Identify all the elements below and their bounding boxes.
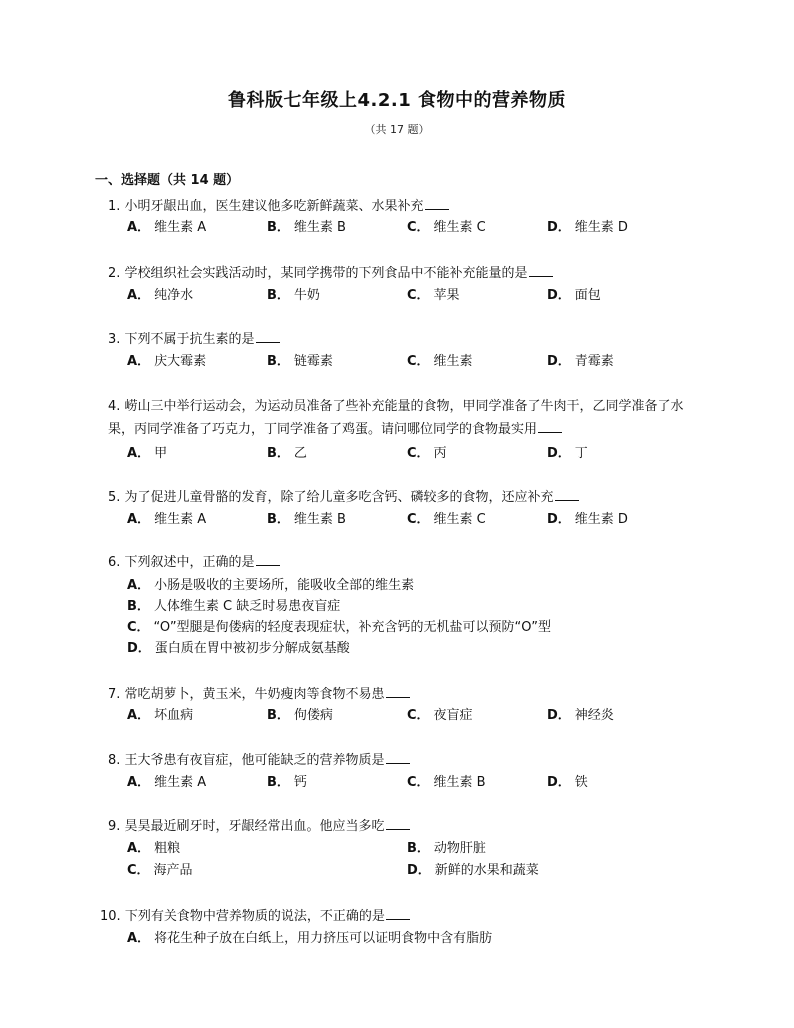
option-a[interactable]: A． 将花生种子放在白纸上，用力挤压可以证明食物中含有脂肪 — [127, 931, 493, 946]
section-heading: 一、选择题（共 14 题） — [95, 173, 240, 188]
option-c[interactable]: C． “O”型腿是佝偻病的轻度表现症状，补充含钙的无机盐可以预防“O”型 — [127, 620, 552, 635]
answer-blank[interactable] — [256, 551, 280, 566]
answer-blank[interactable] — [529, 262, 553, 277]
option-b[interactable]: B． 佝偻病 — [267, 708, 333, 723]
answer-blank[interactable] — [256, 328, 280, 343]
answer-blank[interactable] — [386, 683, 410, 698]
option-d[interactable]: D． 维生素 D — [547, 512, 628, 527]
option-c[interactable]: C． 维生素 B — [407, 775, 486, 790]
answer-blank[interactable] — [386, 749, 410, 764]
option-c[interactable]: C． 维生素 — [407, 354, 473, 369]
option-c[interactable]: C． 丙 — [407, 446, 447, 461]
option-b[interactable]: B． 维生素 B — [267, 512, 346, 527]
question-stem: 7. 常吃胡萝卜，黄玉米，牛奶瘦肉等食物不易患 — [108, 683, 718, 706]
answer-blank[interactable] — [386, 905, 410, 920]
option-a[interactable]: A． 坏血病 — [127, 708, 194, 723]
question-stem: 10. 下列有关食物中营养物质的说法，不正确的是 — [100, 905, 710, 928]
question-stem: 9. 昊昊最近刷牙时，牙龈经常出血。他应当多吃 — [108, 815, 718, 838]
answer-blank[interactable] — [386, 815, 410, 830]
option-b[interactable]: B． 乙 — [267, 446, 307, 461]
option-c[interactable]: C． 海产品 — [127, 863, 193, 878]
option-a[interactable]: A． 纯净水 — [127, 288, 194, 303]
question-stem: 4. 崂山三中举行运动会，为运动员准备了些补充能量的食物，甲同学准备了牛肉干，乙同学准备了水果，丙同学准备了巧克力，丁同学准备了鸡蛋。请问哪位同学的食物最实用 — [108, 399, 684, 437]
option-c[interactable]: C． 维生素 C — [407, 220, 486, 235]
question-stem: 1. 小明牙龈出血，医生建议他多吃新鲜蔬菜、水果补充 — [108, 195, 718, 218]
option-a[interactable]: A． 甲 — [127, 446, 168, 461]
option-d[interactable]: D． 丁 — [547, 446, 588, 461]
question-stem: 6. 下列叙述中，正确的是 — [108, 551, 718, 574]
option-b[interactable]: B． 链霉素 — [267, 354, 333, 369]
answer-blank[interactable] — [425, 195, 449, 210]
option-d[interactable]: D． 青霉素 — [547, 354, 614, 369]
question-stem: 5. 为了促进儿童骨骼的发育，除了给儿童多吃含钙、磷较多的食物，还应补充 — [108, 486, 718, 509]
option-b[interactable]: B． 动物肝脏 — [407, 841, 486, 856]
option-a[interactable]: A． 维生素 A — [127, 220, 207, 235]
option-a[interactable]: A． 庆大霉素 — [127, 354, 207, 369]
option-c[interactable]: C． 苹果 — [407, 288, 460, 303]
option-d[interactable]: D． 铁 — [547, 775, 588, 790]
option-d[interactable]: D． 蛋白质在胃中被初步分解成氨基酸 — [127, 641, 350, 656]
option-c[interactable]: C． 维生素 C — [407, 512, 486, 527]
option-b[interactable]: B． 维生素 B — [267, 220, 346, 235]
option-b[interactable]: B． 牛奶 — [267, 288, 320, 303]
question-stem: 3. 下列不属于抗生素的是 — [108, 328, 718, 351]
answer-blank[interactable] — [538, 418, 562, 433]
question-stem: 8. 王大爷患有夜盲症，他可能缺乏的营养物质是 — [108, 749, 718, 772]
option-b[interactable]: B． 钙 — [267, 775, 307, 790]
option-d[interactable]: D． 维生素 D — [547, 220, 628, 235]
option-d[interactable]: D． 神经炎 — [547, 708, 614, 723]
question-stem: 2. 学校组织社会实践活动时，某同学携带的下列食品中不能补充能量的是 — [108, 262, 718, 285]
option-b[interactable]: B． 人体维生素 C 缺乏时易患夜盲症 — [127, 599, 341, 614]
page-title: 鲁科版七年级上4.2.1 食物中的营养物质 — [227, 90, 566, 111]
option-a[interactable]: A． 维生素 A — [127, 512, 207, 527]
option-a[interactable]: A． 粗粮 — [127, 841, 181, 856]
answer-blank[interactable] — [555, 486, 579, 501]
option-a[interactable]: A． 维生素 A — [127, 775, 207, 790]
option-a[interactable]: A． 小肠是吸收的主要场所，能吸收全部的维生素 — [127, 578, 415, 593]
question-count: （共 17 题） — [364, 123, 430, 136]
option-c[interactable]: C． 夜盲症 — [407, 708, 473, 723]
option-d[interactable]: D． 面包 — [547, 288, 601, 303]
option-d[interactable]: D． 新鲜的水果和蔬菜 — [407, 863, 539, 878]
